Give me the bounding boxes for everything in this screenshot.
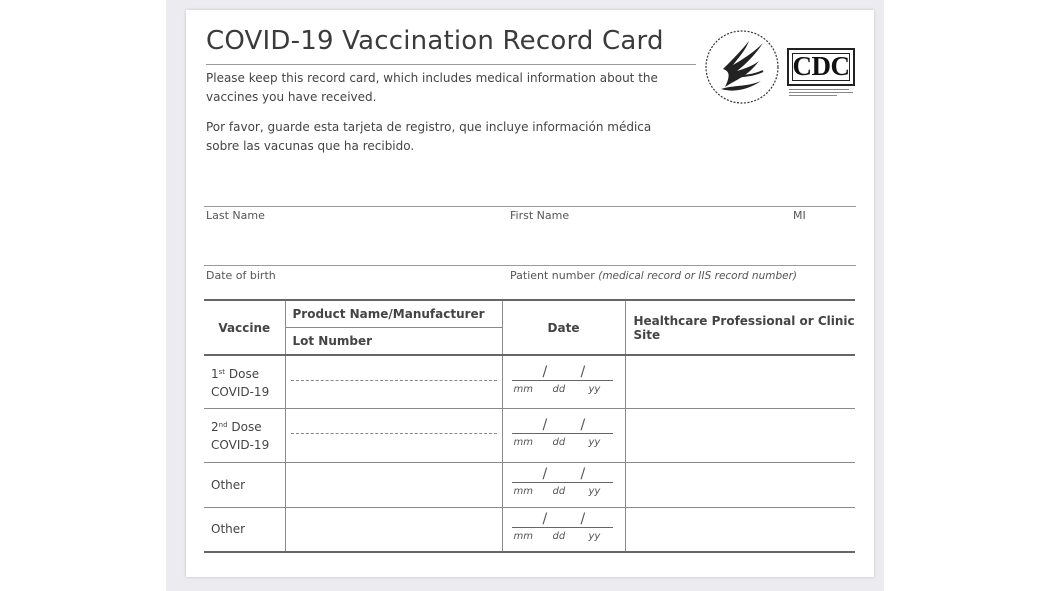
table-header-row [204,300,855,355]
card-title: COVID-19 Vaccination Record Card [206,26,664,56]
cdc-logo-text: CDC [792,51,850,81]
title-rule [206,64,696,65]
table-row [204,462,855,507]
cdc-tagline-line [789,92,853,93]
other-1-date-field[interactable]: / / mm dd yy [502,462,625,507]
name-line [204,206,856,207]
vaccine-table [204,299,855,553]
dose-1-cell: 1st Dose COVID-19 [204,355,285,408]
patient-number-text: Patient number [510,269,595,282]
other-2-product-field[interactable] [285,507,502,552]
hhs-seal-icon [703,27,781,107]
header-lot: Lot Number [292,334,373,348]
cdc-logo [787,48,855,98]
intro-spanish: Por favor, guarde esta tarjeta de registro, que incluye información médica sobre las vacunas que ha recibido. [206,120,652,153]
dose-2-site-field[interactable] [625,408,855,462]
dose-1-date-field[interactable]: / / mm dd yy [502,355,625,408]
table-row [204,408,855,462]
first-name-label: First Name [510,209,570,222]
table-row [204,507,855,552]
other-2-site-field[interactable] [625,507,855,552]
header-product: Product Name/Manufacturer [286,301,502,328]
cdc-tagline-line [789,89,849,90]
dose-1-site-field[interactable] [625,355,855,408]
table-row [204,355,855,408]
other-1-cell: Other [204,462,285,507]
other-2-cell: Other [204,507,285,552]
vaccination-record-card [186,10,874,577]
last-name-label: Last Name [206,209,265,222]
other-1-product-field[interactable] [285,462,502,507]
header-date: Date [502,300,625,355]
header-site: Healthcare Professional or Clinic Site [625,300,855,355]
mi-label: MI [793,209,806,222]
intro-english: Please keep this record card, which includes medical information about the vaccines you have received. [206,71,658,104]
dob-line [204,265,856,266]
dob-label: Date of birth [206,269,276,282]
header-product-lot [285,300,502,355]
patient-number-note: (medical record or IIS record number) [598,270,798,282]
header-vaccine: Vaccine [204,300,285,355]
other-2-date-field[interactable]: / / mm dd yy [502,507,625,552]
dose-1-product-field[interactable] [285,355,502,408]
dose-2-cell: 2nd Dose COVID-19 [204,408,285,462]
dose-2-product-field[interactable] [285,408,502,462]
cdc-tagline-line [789,95,837,96]
dose-2-date-field[interactable]: / / mm dd yy [502,408,625,462]
other-1-site-field[interactable] [625,462,855,507]
patient-number-label [510,269,797,282]
